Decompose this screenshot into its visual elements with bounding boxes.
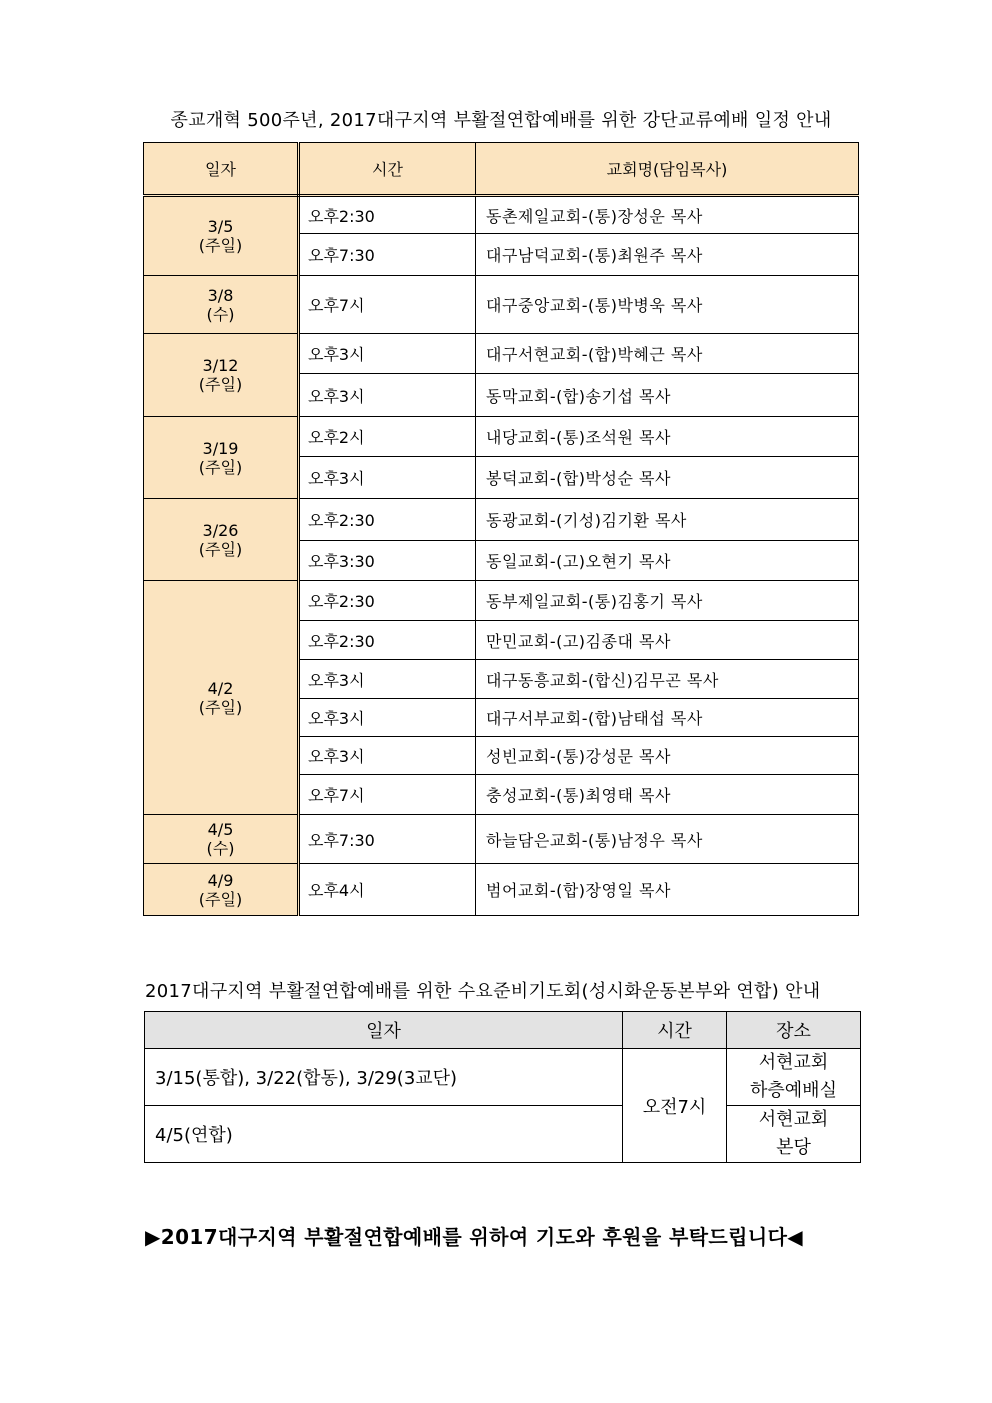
prayer-time: 오전7시: [623, 1049, 727, 1163]
prayer-place: [727, 1049, 861, 1106]
table-row: [144, 499, 859, 541]
time-cell: 오후2:30: [299, 196, 476, 234]
church-cell: 하늘담은교회-(통)남정우 목사: [476, 815, 859, 864]
church-cell: 대구동흥교회-(합신)김무곤 목사: [476, 660, 859, 699]
church-cell: 대구남덕교회-(통)최원주 목사: [476, 234, 859, 276]
date-value: 3/12: [202, 356, 239, 375]
schedule-body: [144, 196, 859, 916]
date-value: 4/5: [207, 820, 234, 839]
time-cell: 오후7시: [299, 276, 476, 334]
church-cell: 동광교회-(기성)김기환 목사: [476, 499, 859, 541]
header-date: 일자: [144, 143, 299, 196]
day-of-week: (주일): [198, 697, 243, 717]
church-cell: 대구서부교회-(합)남태섭 목사: [476, 699, 859, 737]
date-cell: [144, 499, 299, 581]
time-cell: 오후3시: [299, 457, 476, 499]
church-cell: 봉덕교회-(합)박성순 목사: [476, 457, 859, 499]
time-cell: 오후3시: [299, 334, 476, 374]
date-cell: [144, 864, 299, 916]
header-church: 교회명(담임목사): [476, 143, 859, 196]
time-cell: 오후3시: [299, 737, 476, 775]
prayer-title: 2017대구지역 부활절연합예배를 위한 수요준비기도회(성시화운동본부와 연합) 안내: [145, 981, 821, 1002]
time-cell: 오후3시: [299, 374, 476, 417]
church-cell: 동일교회-(고)오현기 목사: [476, 541, 859, 581]
prayer-place-line1: 서현교회: [758, 1052, 829, 1073]
prayer-header-place: 장소: [727, 1012, 861, 1049]
prayer-place-line2: 본당: [776, 1137, 811, 1158]
table-row: [144, 417, 859, 457]
table-row: [144, 581, 859, 621]
schedule-table: [143, 142, 859, 916]
prayer-date: 4/5(연합): [145, 1106, 623, 1163]
time-cell: 오후2시: [299, 417, 476, 457]
time-cell: 오후4시: [299, 864, 476, 916]
table-row: [144, 196, 859, 234]
church-cell: 대구서현교회-(합)박혜근 목사: [476, 334, 859, 374]
prayer-place-line2: 하층예배실: [750, 1080, 837, 1101]
time-cell: 오후7:30: [299, 234, 476, 276]
prayer-place: [727, 1106, 861, 1163]
time-cell: 오후3:30: [299, 541, 476, 581]
prayer-header-date: 일자: [145, 1012, 623, 1049]
time-cell: 오후7:30: [299, 815, 476, 864]
church-cell: 동부제일교회-(통)김홍기 목사: [476, 581, 859, 621]
day-of-week: (주일): [198, 889, 243, 909]
time-cell: 오후3시: [299, 660, 476, 699]
prayer-table: [144, 1011, 861, 1163]
date-value: 3/19: [202, 438, 239, 458]
footer-notice: ▶2017대구지역 부활절연합예배를 위하여 기도와 후원을 부탁드립니다◀: [145, 1225, 804, 1249]
date-cell: [144, 417, 299, 499]
time-cell: 오후7시: [299, 775, 476, 815]
header-time: 시간: [299, 143, 476, 196]
day-of-week: (수): [206, 304, 235, 324]
prayer-place-line1: 서현교회: [758, 1109, 829, 1130]
time-cell: 오후3시: [299, 699, 476, 737]
day-of-week: (주일): [198, 375, 243, 394]
church-cell: 동촌제일교회-(통)장성운 목사: [476, 196, 859, 234]
day-of-week: (주일): [198, 457, 243, 477]
date-value: 3/26: [202, 520, 239, 540]
date-value: 4/9: [207, 870, 234, 890]
table-row: [145, 1049, 861, 1106]
time-cell: 오후2:30: [299, 621, 476, 660]
date-cell: [144, 334, 299, 417]
table-row: [144, 815, 859, 864]
prayer-header-time: 시간: [623, 1012, 727, 1049]
table-row: [144, 334, 859, 374]
date-value: 4/2: [207, 678, 234, 698]
date-value: 3/8: [207, 285, 234, 305]
day-of-week: (주일): [198, 236, 243, 255]
table-row: [144, 276, 859, 334]
date-value: 3/5: [207, 217, 234, 236]
church-cell: 충성교회-(통)최영태 목사: [476, 775, 859, 815]
church-cell: 동막교회-(합)송기섭 목사: [476, 374, 859, 417]
date-cell: [144, 581, 299, 815]
prayer-date: 3/15(통합), 3/22(합동), 3/29(3교단): [145, 1049, 623, 1106]
table-row: [144, 864, 859, 916]
church-cell: 범어교회-(합)장영일 목사: [476, 864, 859, 916]
time-cell: 오후2:30: [299, 499, 476, 541]
church-cell: 만민교회-(고)김종대 목사: [476, 621, 859, 660]
time-cell: 오후2:30: [299, 581, 476, 621]
date-cell: [144, 276, 299, 334]
church-cell: 성빈교회-(통)강성문 목사: [476, 737, 859, 775]
day-of-week: (주일): [198, 539, 243, 559]
church-cell: 대구중앙교회-(통)박병욱 목사: [476, 276, 859, 334]
date-cell: [144, 196, 299, 276]
church-cell: 내당교회-(통)조석원 목사: [476, 417, 859, 457]
table-row: [145, 1106, 861, 1163]
day-of-week: (수): [206, 839, 235, 858]
date-cell: [144, 815, 299, 864]
schedule-title: 종교개혁 500주년, 2017대구지역 부활절연합예배를 위한 강단교류예배 일정 안내: [170, 110, 832, 131]
